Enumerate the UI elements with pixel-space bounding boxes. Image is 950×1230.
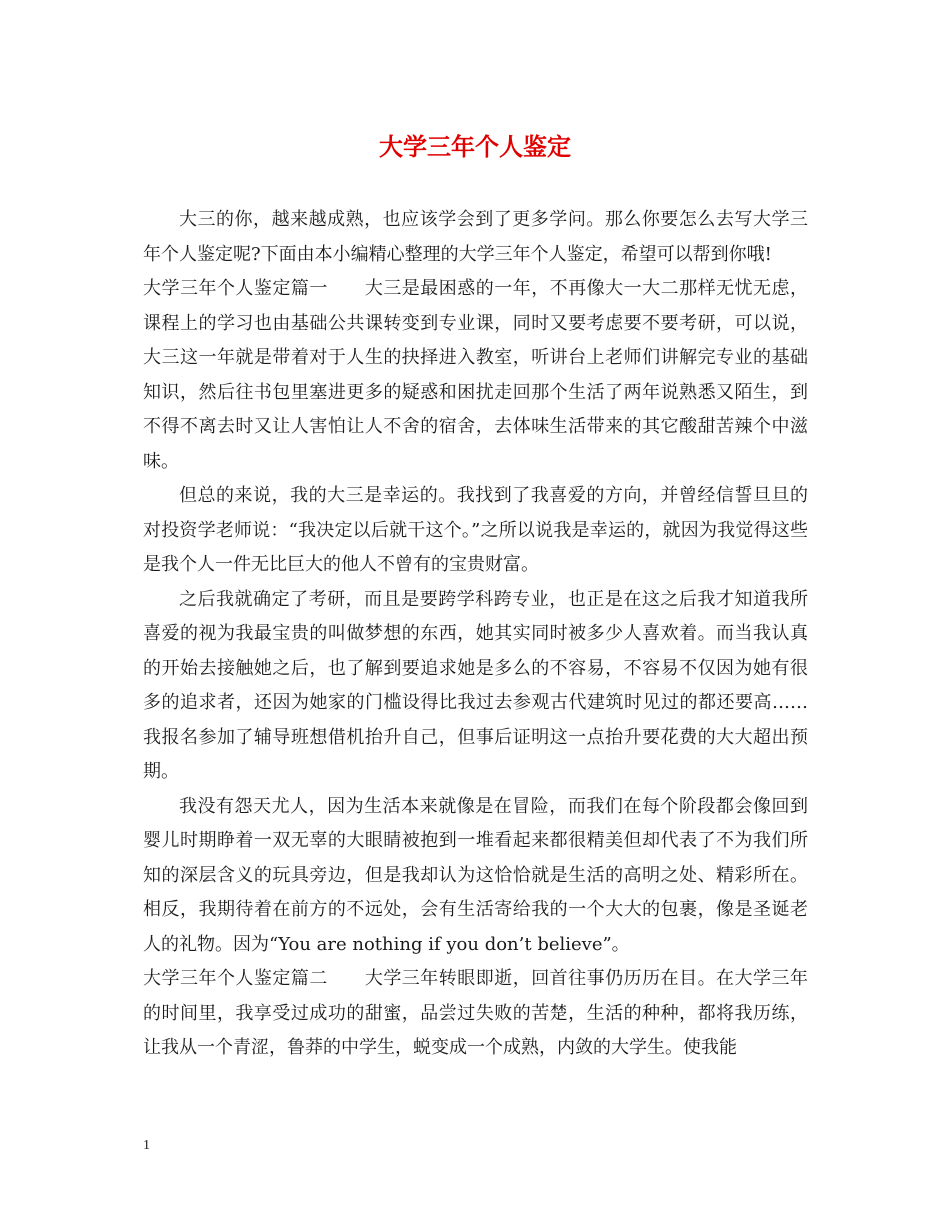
paragraph-dream: 之后我就确定了考研，而且是要跨学科跨专业，也正是在这之后我才知道我所喜爱的视为我最宝贵的叫做梦想的东西，她其实同时被多少人喜欢着。而当我认真的开始去接触她之后，也了解到要追求她是多么的不容易，不容易不仅因为她有很多的追求者，还因为她家的门槛设得比我过去参观古代建筑时见过的都还要高……我报名参加了辅导班想借机抬升自己，但事后证明这一点抬升要花费的大大超出预期。 <box>143 588 808 782</box>
page-number: 1 <box>143 1138 150 1153</box>
paragraph-lucky: 但总的来说，我的大三是幸运的。我找到了我喜爱的方向，并曾经信誓旦旦的对投资学老师说：“我决定以后就干这个。”之所以说我是幸运的，就因为我觉得这些是我个人一件无比巨大的他人不曾有的宝贵财富。 <box>143 485 808 575</box>
paragraph-adventure: 我没有怨天尤人，因为生活本来就像是在冒险，而我们在每个阶段都会像回到婴儿时期睁着一双无辜的大眼睛被抱到一堆看起来都很精美但却代表了不为我们所知的深层含义的玩具旁边，但是我却认为这恰恰就是生活的高明之处、精彩所在。相反，我期待着在前方的不远处，会有生活寄给我的一个大大的包裹，像是圣诞老人的礼物。因为“You are nothing if you don’t believe”。 <box>143 795 808 955</box>
paragraph-part-two: 大学三年个人鉴定篇二 大学三年转眼即逝，回首往事仍历历在目。在大学三年的时间里，我享受过成功的甜蜜，品尝过失败的苦楚，生活的种种，都将我历练，让我从一个青涩，鲁莽的中学生，蜕变成一个成熟，内敛的大学生。使我能 <box>143 968 808 1058</box>
paragraph-part-one: 大学三年个人鉴定篇一 大三是最困惑的一年，不再像大一大二那样无忧无虑，课程上的学习也由基础公共课转变到专业课，同时又要考虑要不要考研，可以说，大三这一年就是带着对于人生的抉择进入教室，听讲台上老师们讲解完专业的基础知识，然后往书包里塞进更多的疑惑和困扰走回那个生活了两年说熟悉又陌生，到不得不离去时又让人害怕让人不舍的宿舍，去体味生活带来的其它酸甜苦辣个中滋味。 <box>143 278 808 472</box>
document-title: 大学三年个人鉴定 <box>379 133 571 161</box>
document-body <box>143 203 808 1066</box>
paragraph-intro: 大三的你，越来越成熟，也应该学会到了更多学问。那么你要怎么去写大学三年个人鉴定呢?下面由本小编精心整理的大学三年个人鉴定，希望可以帮到你哦! <box>143 209 808 265</box>
